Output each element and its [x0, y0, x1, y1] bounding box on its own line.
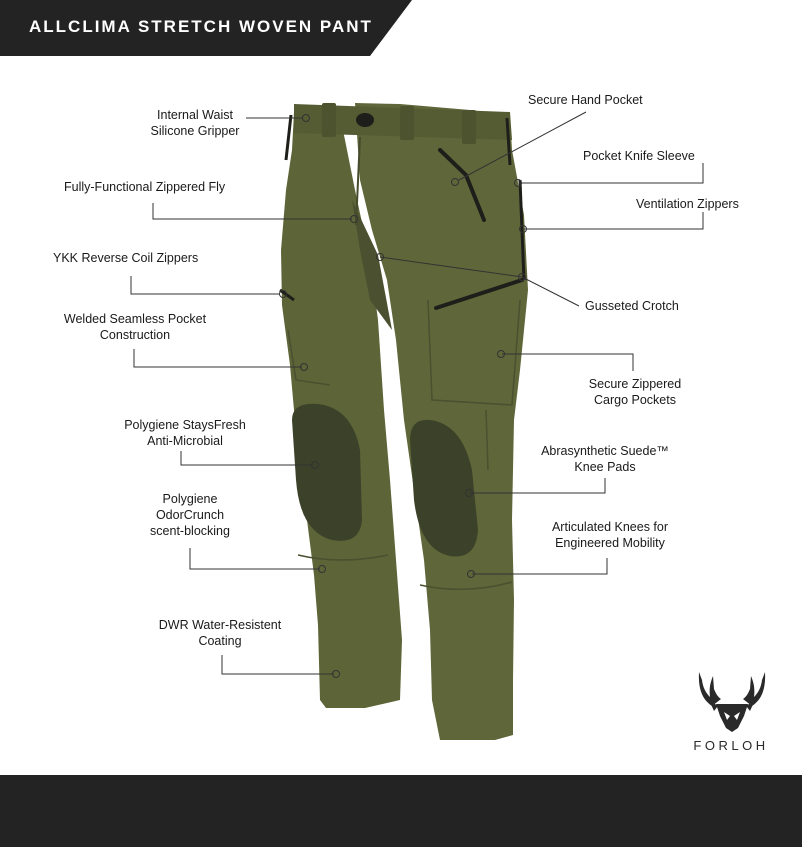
callout-line: YKK Reverse Coil Zippers	[53, 251, 199, 265]
brand-name: FORLOH	[693, 738, 769, 753]
callout-line: Pocket Knife Sleeve	[583, 149, 695, 163]
callout-articulated-knees	[530, 519, 690, 551]
callout-welded-pocket	[50, 311, 220, 343]
leader-ventilation	[524, 212, 703, 229]
callout-zippered-fly	[64, 179, 225, 195]
callout-line: Polygiene	[162, 492, 218, 506]
callout-line: Fully-Functional Zippered Fly	[64, 180, 226, 194]
callout-line: DWR Water-Resistent	[158, 618, 282, 632]
leader-odorcrunch	[190, 548, 320, 569]
callout-line: Knee Pads	[574, 460, 636, 474]
callout-line: Gusseted Crotch	[585, 299, 679, 313]
callout-line: Secure Zippered	[588, 377, 682, 391]
waist-button	[356, 113, 374, 127]
callout-line: Construction	[99, 328, 171, 342]
callout-line: Cargo Pockets	[594, 393, 676, 407]
leader-ykk-zippers	[131, 276, 280, 294]
callout-line: Secure Hand Pocket	[528, 93, 643, 107]
leader-dwr	[222, 655, 334, 674]
pant-illustration	[280, 103, 528, 740]
callout-line: OdorCrunch	[155, 508, 225, 522]
callout-line: scent-blocking	[150, 524, 230, 538]
callout-waist-gripper	[130, 107, 260, 139]
callout-line: Articulated Knees for	[551, 520, 669, 534]
callout-line: Polygiene StaysFresh	[124, 418, 246, 432]
callout-staysfresh	[110, 417, 260, 449]
callout-line: Ventilation Zippers	[636, 197, 739, 211]
callout-line: Welded Seamless Pocket	[63, 312, 207, 326]
page-title: ALLCLIMA STRETCH WOVEN PANT	[29, 17, 373, 36]
callout-line: Internal Waist	[157, 108, 233, 122]
callout-line: Engineered Mobility	[555, 536, 665, 550]
callout-line: Silicone Gripper	[150, 124, 240, 138]
deer-head-icon	[699, 672, 765, 732]
callout-hand-pocket	[528, 92, 643, 108]
callout-ventilation	[636, 196, 739, 212]
leader-welded-pocket	[134, 349, 302, 367]
callout-ykk-zippers	[53, 250, 198, 266]
leader-cargo-pockets	[502, 354, 633, 371]
callout-line: Anti-Microbial	[147, 434, 223, 448]
callout-line: Abrasynthetic Suede™	[541, 444, 669, 458]
leader-staysfresh	[181, 451, 313, 465]
callout-cargo-pockets	[565, 376, 705, 408]
callout-knife-sleeve	[583, 148, 695, 164]
leader-knife-sleeve	[519, 163, 703, 183]
callout-line: Coating	[198, 634, 242, 648]
callout-dwr	[145, 617, 295, 649]
callout-gusseted-crotch	[585, 298, 679, 314]
callout-knee-pads	[520, 443, 690, 475]
footer-bar	[0, 775, 802, 847]
callout-odorcrunch	[130, 491, 250, 539]
